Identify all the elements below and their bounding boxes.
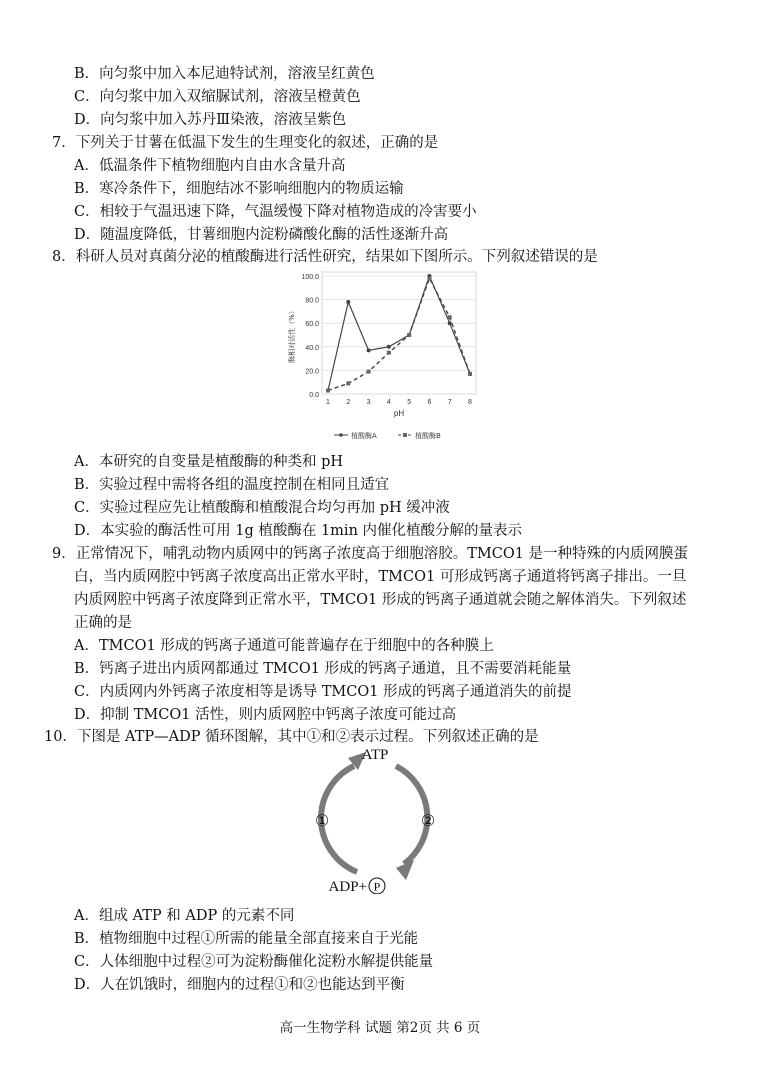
data-point-a [367, 348, 371, 352]
q6-option-d: D．向匀浆中加入苏丹Ⅲ染液，溶液呈紫色 [74, 112, 347, 128]
x-tick-label: 6 [427, 399, 432, 406]
q8-option-c: C．实验过程应先让植酸酶和植酸混合均匀再加 pH 缓冲液 [74, 500, 450, 516]
atp-label: ATP [361, 747, 389, 763]
q9-option-d: D．抑制 TMCO1 活性，则内质网腔中钙离子浓度可能过高 [74, 707, 457, 723]
atp-adp-cycle-diagram [300, 744, 450, 894]
q9-option-c: C．内质网内外钙离子浓度相等是诱导 TMCO1 形成的钙离子通道消失的前提 [74, 684, 572, 700]
data-point-a [387, 345, 391, 349]
x-tick-label: 7 [447, 399, 452, 406]
data-point-b [407, 333, 411, 337]
q9-option-b: B．钙离子进出内质网都通过 TMCO1 形成的钙离子通道，且不需要消耗能量 [74, 661, 572, 677]
q7-option-b: B．寒冷条件下，细胞结冰不影响细胞内的物质运输 [74, 181, 404, 197]
q9-stem-line-3: 内质网腔中钙离子浓度降到正常水平，TMCO1 形成的钙离子通道就会随之解体消失。下列叙述 [74, 592, 687, 608]
q7-option-a: A．低温条件下植物细胞内自由水含量升高 [74, 158, 346, 174]
q10-option-c: C．人体细胞中过程②可为淀粉酶催化淀粉水解提供能量 [74, 954, 434, 970]
x-axis-label: pH [393, 409, 405, 418]
enzyme-activity-chart [286, 266, 486, 446]
data-point-b [448, 315, 452, 319]
y-tick-label: 80.0 [305, 297, 319, 305]
q7-stem: 7．下列关于甘薯在低温下发生的生理变化的叙述，正确的是 [52, 135, 439, 151]
q10-option-d: D．人在饥饿时，细胞内的过程①和②也能达到平衡 [74, 977, 405, 993]
chart-svg [286, 266, 486, 446]
y-tick-label: 20.0 [305, 368, 319, 376]
process-1-label: ① [314, 811, 330, 830]
adp-label: ADP+ [328, 879, 367, 894]
q9-stem-line-1: 9．正常情况下，哺乳动物内质网中的钙离子浓度高于细胞溶胶。TMCO1 是一种特殊的内质网膜蛋 [52, 546, 689, 562]
q8-option-d: D．本实验的酶活性可用 1g 植酸酶在 1min 内催化植酸分解的量表示 [74, 523, 523, 539]
plot-frame [322, 272, 476, 394]
data-point-b [367, 370, 371, 374]
phosphate-label: P [373, 879, 381, 894]
q10-stem: 10．下图是 ATP—ADP 循环图解，其中①和②表示过程。下列叙述正确的是 [44, 729, 539, 745]
q10-option-b: B．植物细胞中过程①所需的能量全部直接来自于光能 [74, 931, 419, 947]
x-tick-label: 8 [468, 399, 472, 406]
legend-label-b: 植酸酶B [415, 432, 441, 440]
cycle-svg [300, 744, 450, 894]
q8-stem: 8．科研人员对真菌分泌的植酸酶进行活性研究，结果如下图所示。下列叙述错误的是 [52, 249, 598, 265]
legend-marker-b [403, 433, 407, 437]
y-tick-label: 40.0 [305, 344, 319, 352]
y-axis-label: 酶相对活性（%） [288, 307, 296, 363]
x-tick-label: 4 [386, 399, 391, 406]
q9-option-a: A．TMCO1 形成的钙离子通道可能普遍存在于细胞中的各种膜上 [74, 638, 494, 654]
series-line-b [328, 278, 470, 390]
x-tick-label: 2 [346, 399, 351, 406]
y-tick-label: 100.0 [301, 274, 319, 281]
data-point-a [448, 321, 452, 325]
data-point-b [326, 388, 330, 392]
legend-marker-a [339, 433, 343, 437]
data-point-b [387, 351, 391, 355]
page-footer: 高一生物学科 试题 第2页 共 6 页 [279, 1020, 481, 1036]
legend-label-a: 植酸酶A [351, 432, 377, 440]
data-point-b [346, 381, 350, 385]
q7-option-c: C．相较于气温迅速下降，气温缓慢下降对植物造成的冷害要小 [74, 204, 477, 220]
x-tick-label: 1 [326, 399, 330, 406]
q6-option-c: C．向匀浆中加入双缩脲试剂，溶液呈橙黄色 [74, 89, 361, 105]
q10-option-a: A．组成 ATP 和 ADP 的元素不同 [74, 908, 295, 924]
series-line-a [328, 276, 470, 390]
data-point-a [346, 300, 350, 304]
q8-option-b: B．实验过程中需将各组的温度控制在相同且适宜 [74, 477, 390, 493]
y-tick-label: 60.0 [305, 321, 319, 329]
q7-option-d: D．随温度降低，甘薯细胞内淀粉磷酸化酶的活性逐渐升高 [74, 227, 449, 243]
x-tick-label: 3 [366, 399, 371, 406]
process-2-label: ② [420, 811, 436, 830]
x-tick-label: 5 [407, 399, 412, 406]
data-point-b [427, 276, 431, 280]
data-point-b [468, 372, 472, 376]
y-tick-label: 0.0 [309, 392, 319, 399]
q6-option-b: B．向匀浆中加入本尼迪特试剂，溶液呈红黄色 [74, 66, 375, 82]
q9-stem-line-4: 正确的是 [74, 615, 132, 631]
q9-stem-line-2: 白，当内质网腔中钙离子浓度高出正常水平时，TMCO1 可形成钙离子通道将钙离子排出。一旦 [74, 569, 687, 585]
q8-option-a: A．本研究的自变量是植酸酶的种类和 pH [74, 454, 344, 470]
